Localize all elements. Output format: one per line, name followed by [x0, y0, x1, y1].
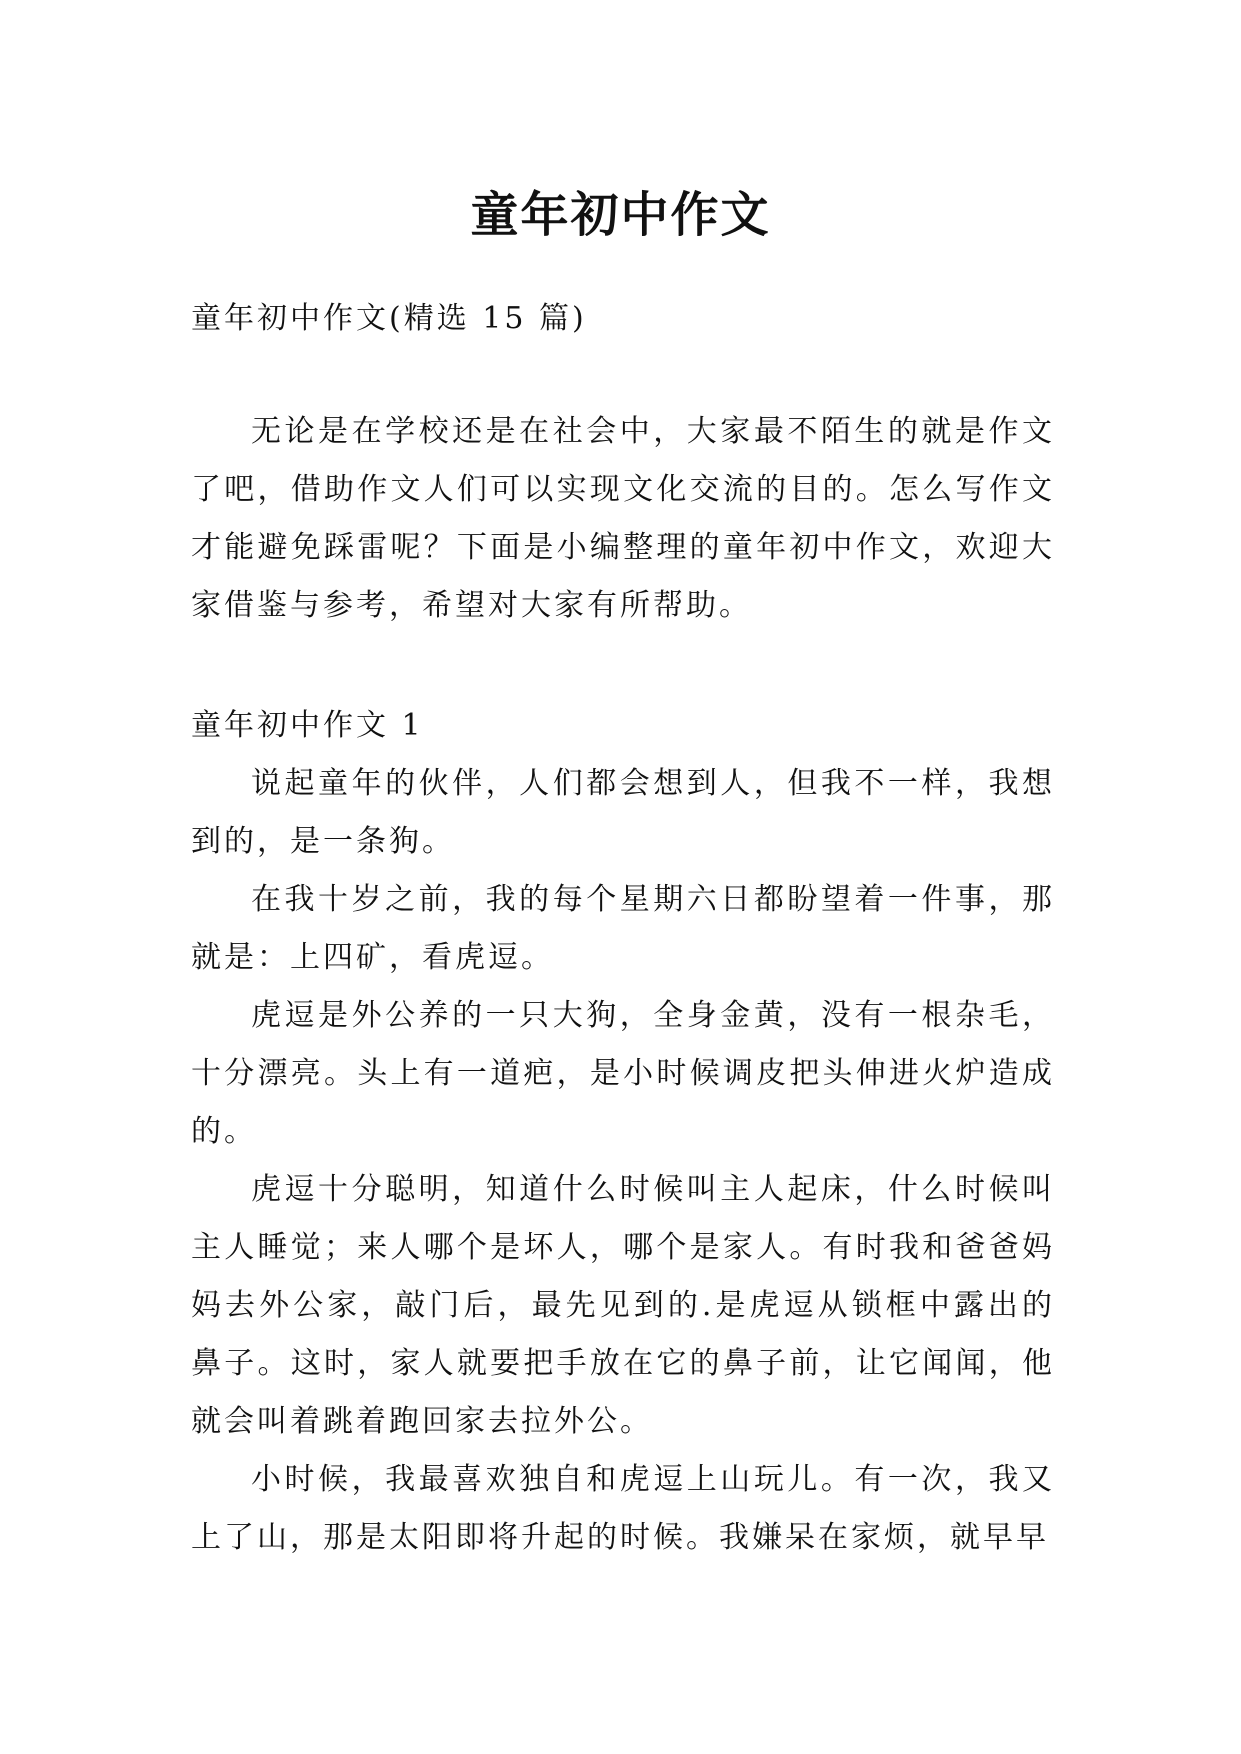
- essay-paragraph: 虎逗十分聪明，知道什么时候叫主人起床，什么时候叫主人睡觉；来人哪个是坏人，哪个是家人。有时我和爸爸妈妈去外公家，敲门后，最先见到的.是虎逗从锁框中露出的鼻子。这时，家人就要把手放在它的鼻子前，让它闻闻，他就会叫着跳着跑回家去拉外公。: [191, 1172, 1055, 1439]
- essay-paragraph: 说起童年的伙伴，人们都会想到人，但我不一样，我想到的，是一条狗。: [191, 766, 1055, 859]
- essay-section-1: [191, 697, 1055, 1567]
- essay-paragraph: 虎逗是外公养的一只大狗，全身金黄，没有一根杂毛，十分漂亮。头上有一道疤，是小时候调皮把头伸进火炉造成的。: [191, 998, 1055, 1149]
- essay-paragraph: 小时候，我最喜欢独自和虎逗上山玩儿。有一次，我又上了山，那是太阳即将升起的时候。我嫌呆在家烦，就早早: [191, 1462, 1055, 1555]
- intro-section: [191, 403, 1055, 635]
- intro-paragraph: 无论是在学校还是在社会中，大家最不陌生的就是作文了吧，借助作文人们可以实现文化交流的目的。怎么写作文才能避免踩雷呢？下面是小编整理的童年初中作文，欢迎大家借鉴与参考，希望对大家有所帮助。: [191, 414, 1055, 623]
- section-heading: 童年初中作文 1: [191, 708, 424, 743]
- essay-paragraph: 在我十岁之前，我的每个星期六日都盼望着一件事，那就是：上四矿，看虎逗。: [191, 882, 1055, 975]
- document-subtitle: 童年初中作文(精选 15 篇): [191, 301, 587, 336]
- page-title: 童年初中作文: [470, 187, 771, 244]
